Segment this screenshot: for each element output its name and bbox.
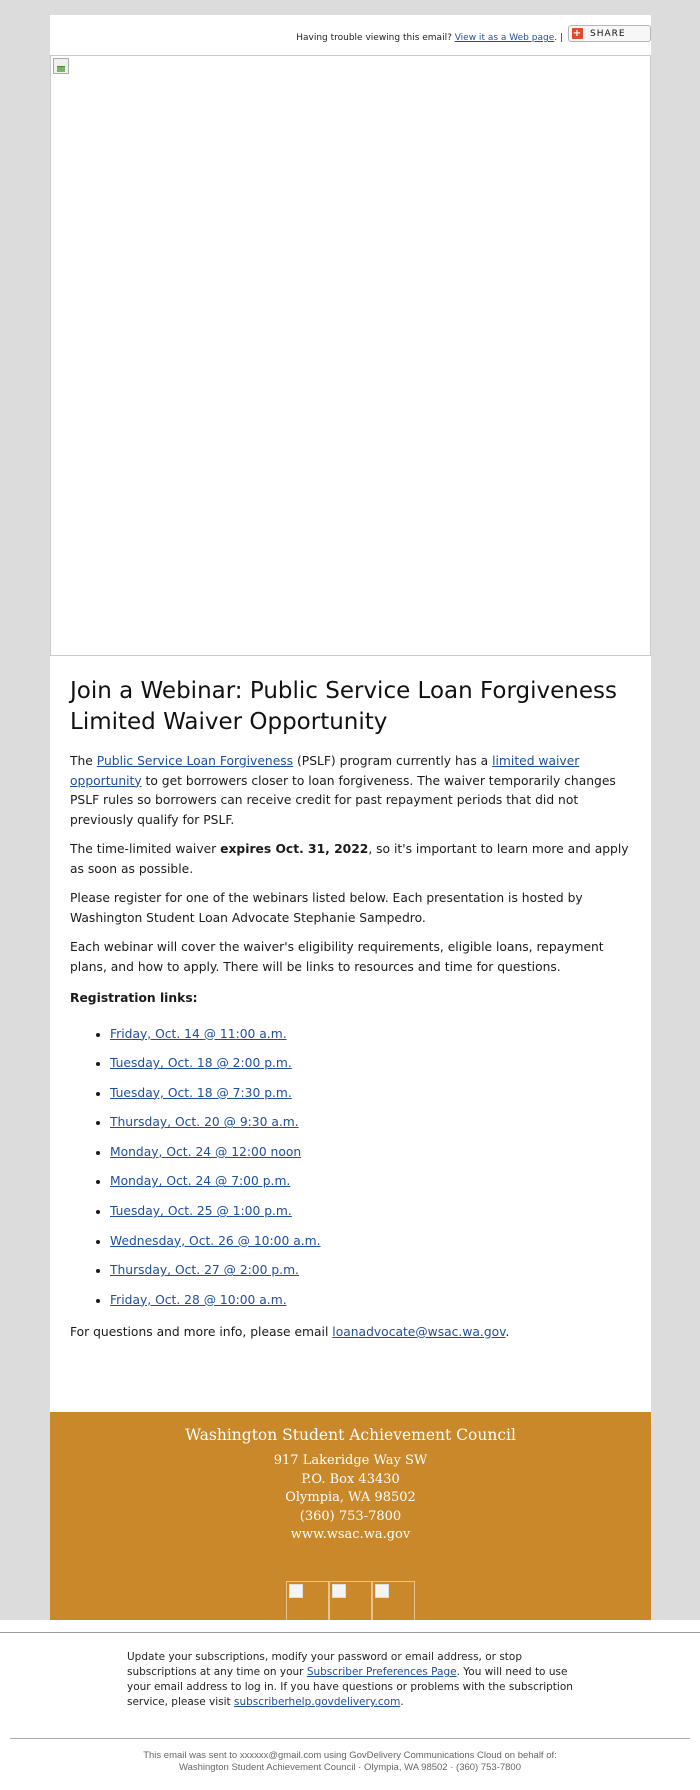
subscriber-preferences-link[interactable]: Subscriber Preferences Page xyxy=(306,1666,457,1678)
webinar-list xyxy=(70,1025,631,1309)
twitter-icon[interactable] xyxy=(329,1581,372,1624)
social-icons xyxy=(50,1581,651,1624)
subscription-text xyxy=(127,1650,587,1710)
list-item xyxy=(110,1025,631,1043)
pslf-link[interactable]: Public Service Loan Forgiveness xyxy=(96,754,294,768)
subs-text: . xyxy=(400,1696,404,1708)
hero-image xyxy=(50,55,651,656)
p1-text: (PSLF) program currently has a xyxy=(293,754,493,768)
subs-text: Update your subscriptions, modify your password or email address, or stop subscriptions at any time on your xyxy=(127,1651,522,1678)
p2-text: , so it's important to learn more and apply as soon as possible. xyxy=(70,842,629,876)
address-line: 917 Lakeridge Way SW xyxy=(273,1453,428,1469)
list-item xyxy=(110,1143,631,1161)
deadline-paragraph xyxy=(70,840,631,879)
organization-footer xyxy=(50,1412,651,1644)
legal-line: This email was sent to xxxxxx@gmail.com using GovDelivery Communications Cloud on behalf of: xyxy=(143,1750,557,1761)
divider xyxy=(0,1632,700,1633)
org-name: Washington Student Achievement Council xyxy=(185,1426,516,1445)
website-link[interactable]: www.wsac.wa.gov xyxy=(290,1527,411,1543)
address-line: Olympia, WA 98502 xyxy=(285,1490,416,1506)
webinar-link[interactable]: Thursday, Oct. 27 @ 2:00 p.m. xyxy=(110,1263,299,1278)
webinar-link[interactable]: Thursday, Oct. 20 @ 9:30 a.m. xyxy=(110,1115,299,1130)
webinar-link[interactable]: Wednesday, Oct. 26 @ 10:00 a.m. xyxy=(110,1233,321,1248)
webinar-link[interactable]: Tuesday, Oct. 25 @ 1:00 p.m. xyxy=(110,1204,292,1219)
list-item xyxy=(110,1084,631,1102)
list-item xyxy=(110,1172,631,1190)
webinar-link[interactable]: Tuesday, Oct. 18 @ 7:30 p.m. xyxy=(110,1085,292,1100)
plus-icon: + xyxy=(572,28,583,39)
list-item xyxy=(110,1054,631,1072)
webinar-link[interactable]: Monday, Oct. 24 @ 12:00 noon xyxy=(110,1144,302,1159)
email-container xyxy=(50,15,651,1644)
separator: . | xyxy=(554,33,563,43)
share-label: SHARE xyxy=(590,28,626,39)
loan-advocate-email-link[interactable]: loanadvocate@wsac.wa.gov xyxy=(332,1324,506,1339)
registration-heading: Registration links: xyxy=(70,991,198,1005)
p1-text: The xyxy=(70,754,97,768)
contact-paragraph xyxy=(70,1323,631,1343)
webinar-link[interactable]: Monday, Oct. 24 @ 7:00 p.m. xyxy=(110,1174,291,1189)
contact-text: For questions and more info, please email xyxy=(70,1324,333,1339)
article-content xyxy=(50,656,651,1412)
email-topbar xyxy=(50,15,651,55)
list-item xyxy=(110,1202,631,1220)
intro-paragraph xyxy=(70,752,631,830)
list-item xyxy=(110,1261,631,1279)
contact-text: . xyxy=(505,1324,510,1339)
subscriber-help-link[interactable]: subscriberhelp.govdelivery.com xyxy=(234,1696,401,1708)
subscription-footer xyxy=(0,1620,700,1790)
article-title: Join a Webinar: Public Service Loan Forgiveness Limited Waiver Opportunity xyxy=(70,678,617,735)
view-as-web-page-link[interactable]: View it as a Web page xyxy=(454,33,555,43)
address-line: P.O. Box 43430 xyxy=(301,1471,400,1487)
share-button[interactable] xyxy=(568,25,651,42)
list-item xyxy=(110,1291,631,1309)
webinar-link[interactable]: Tuesday, Oct. 18 @ 2:00 p.m. xyxy=(110,1056,292,1071)
webinar-link[interactable]: Friday, Oct. 28 @ 10:00 a.m. xyxy=(110,1292,287,1307)
limited-waiver-link[interactable]: limited waiver opportunity xyxy=(70,754,580,788)
legal-notice xyxy=(0,1750,700,1774)
register-paragraph: Please register for one of the webinars listed below. Each presentation is hosted by Washington Student Loan Advocate Stephanie Sampedro. xyxy=(70,891,583,925)
webinar-link[interactable]: Friday, Oct. 14 @ 11:00 a.m. xyxy=(110,1026,287,1041)
coverage-paragraph: Each webinar will cover the waiver's eligibility requirements, eligible loans, repayment plans, and how to apply. There will be links to resources and time for questions. xyxy=(70,940,604,974)
phone-number: (360) 753-7800 xyxy=(299,1508,402,1524)
legal-line: Washington Student Achievement Council · Olympia, WA 98502 · (360) 753-7800 xyxy=(178,1762,521,1773)
youtube-icon[interactable] xyxy=(372,1581,415,1624)
facebook-icon[interactable] xyxy=(286,1581,329,1624)
p2-text: The time-limited waiver xyxy=(70,842,221,856)
subs-text: . You will need to use your email address to log in. If you have questions or problems with the subscription service, please visit xyxy=(127,1666,573,1708)
trouble-viewing-text xyxy=(296,33,563,43)
list-item xyxy=(110,1232,631,1250)
trouble-label: Having trouble viewing this email? xyxy=(296,33,452,43)
broken-image-icon xyxy=(53,58,69,74)
p1-text: to get borrowers closer to loan forgiveness. The waiver temporarily changes PSLF rules so borrowers can receive credit for past repayment periods that did not previously qualify for PSLF. xyxy=(70,773,616,827)
expiry-date: expires Oct. 31, 2022 xyxy=(220,842,369,856)
list-item xyxy=(110,1113,631,1131)
divider xyxy=(10,1738,690,1739)
